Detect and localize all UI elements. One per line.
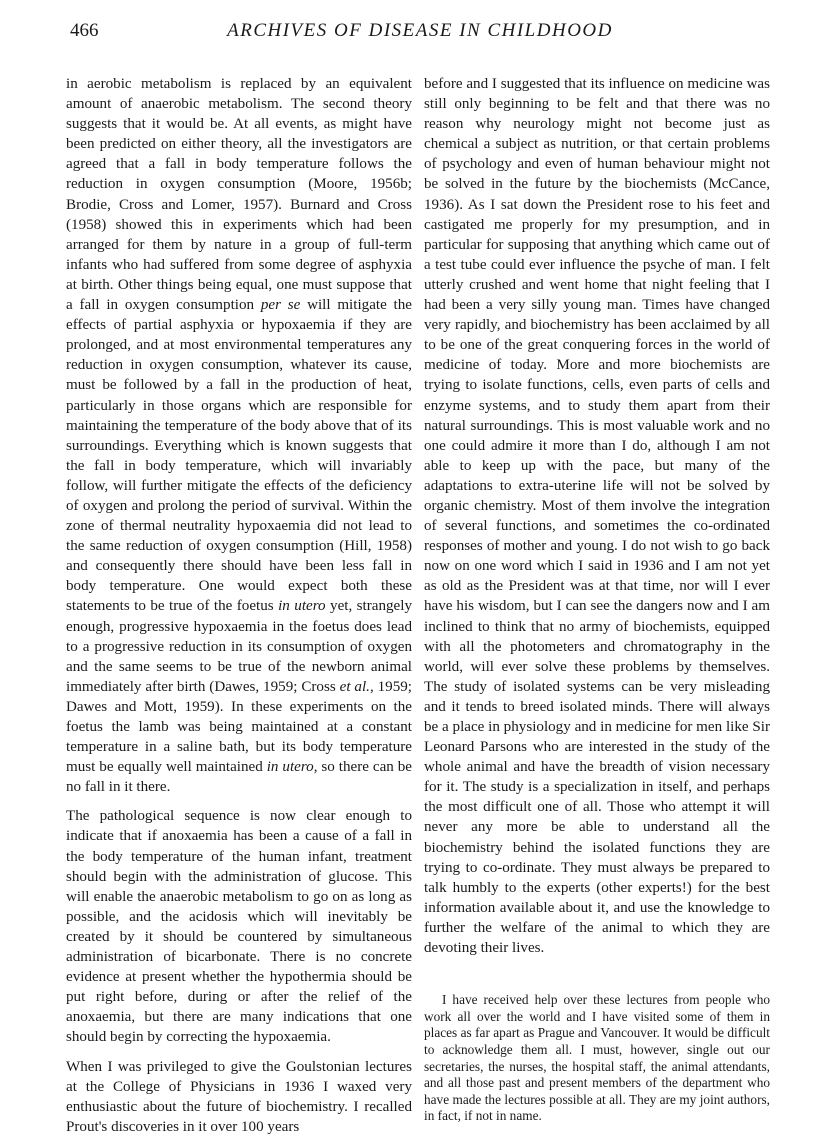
acknowledgement-text: I have received help over these lectures from people who work all over the world and I have visited some of them in places as far apart as Prague and Vancouver. It would be difficult to acknowledge them all. I must, however, single out our secretaries, the nurses, the hospital staff, the animal attendants, and all those past and present members of the department who have made the lectures possible at all. They are my joint authors, in fact, if not in name. (424, 992, 770, 1124)
page-header (70, 18, 770, 48)
acknowledgement-section (424, 992, 770, 1125)
right-column (424, 74, 770, 1125)
page-number: 466 (70, 20, 99, 41)
running-title: ARCHIVES OF DISEASE IN CHILDHOOD (227, 20, 613, 41)
body-paragraph: When I was privileged to give the Goulstonian lectures at the College of Physicians in 1936 I waxed very enthusiastic about the future of biochemistry. I recalled Prout's discoveries in it over 100 years (66, 1058, 412, 1135)
body-paragraph: before and I suggested that its influence on medicine was still only beginning to be felt and that there was no reason why neurology might not become just as chemical a subject as nutrition, or that certain problems of psychology and even of human behaviour might not be solved in the future by the biochemists (McCance, 1936). As I sat down the President rose to his feet and castigated me properly for my presumption, and in particular for supposing that anything which came out of a test tube could ever influence the psyche of man. I felt utterly crushed and went home that night feeling that I had been a very silly young man. Times have changed very rapidly, and biochemistry has been acclaimed by all to be one of the great conquering forces in the world of medicine of today. More and more biochemists are trying to isolate functions, cells, even parts of cells and enzyme systems, and to study them apart from their natural surroundings. This is most valuable work and no one could admire it more than I do, although I am not able to keep up with the pace, but many of the adaptations to extra-uterine life will not be solved by organic chemistry. Most of them involve the integration of several functions, and sometimes the co-ordinated responses of mother and young. I do not wish to go back now on one word which I said in 1936 and I am not yet as old as the President was at that time, nor will I ever have his wisdom, but I can see the dangers now and I am inclined to think that no army of biochemists, equipped with all the photometers and chromatography in the world, will ever solve these problems by themselves. The study of isolated systems can be very misleading and it tends to breed isolated minds. There will always be a place in physiology and in medicine for men like Sir Leonard Parsons who are interested in the study of the whole animal and have the breadth of vision necessary for it. The study is a specialization in itself, and perhaps the most difficult one of all. Those who attempt it will never any more be able to understand all the biochemistry behind the isolated functions they are trying to co-ordinate. They must always be prepared to talk humbly to the experts (other experts!) for the best information available about it, and use the knowledge to further the welfare of the animal to which they are devoting their lives. (424, 76, 770, 957)
body-paragraph: in aerobic metabolism is replaced by an equivalent amount of anaerobic metabolism. The second theory suggests that it would be. At all events, as might have been predicted on either theory, all the investigators are agreed that a fall in body temperature follows the reduction in oxygen consumption (Moore, 1956b; Brodie, Cross and Lomer, 1957). Burnard and Cross (1958) showed this in experiments which had been arranged for them by nature in a group of full-term infants who had suffered from some degree of asphyxia at birth. Other things being equal, one must suppose that a fall in oxygen consumption per se will mitigate the effects of partial asphyxia or hypoxaemia if they are prolonged, and at most environmental temperatures any reduction in oxygen consumption, whatever its cause, must be followed by a fall in the production of heat, particularly in those organs which are responsible for maintaining the temperature of the body above that of its surroundings. Everything which is known suggests that the fall in body temperature, which will invariably follow, will further mitigate the effects of the deficiency of oxygen and prolong the period of survival. Within the zone of thermal neutrality hypoxaemia did not lead to the same reduction of oxygen consumption (Hill, 1958) and consequently there should have been less fall in body temperature. One would expect both these statements to be true of the foetus in utero yet, strangely enough, progressive hypoxaemia in the foetus does lead to a progressive reduction in its consumption of oxygen and the same seems to be true of the newborn animal immediately after birth (Dawes, 1959; Cross et al., 1959; Dawes and Mott, 1959). In these experiments on the foetus the lamb was being maintained at a constant temperature in a saline bath, but its body temperature must be equally well maintained in utero, so there can be no fall in it there. (66, 76, 412, 796)
left-column (66, 74, 412, 1137)
body-paragraph: The pathological sequence is now clear enough to indicate that if anoxaemia has been a cause of a fall in the body temperature of the human infant, treatment should begin with the administration of glucose. This will enable the anaerobic metabolism to go on as long as possible, and the acidosis which will inevitably be created by it should be countered by simultaneous administration of bicarbonate. There is no concrete evidence at present whether the hypothermia should be put right before, during or after the relief of the anoxaemia, but there are many indications that one should begin by correcting the hypoxaemia. (66, 808, 412, 1046)
